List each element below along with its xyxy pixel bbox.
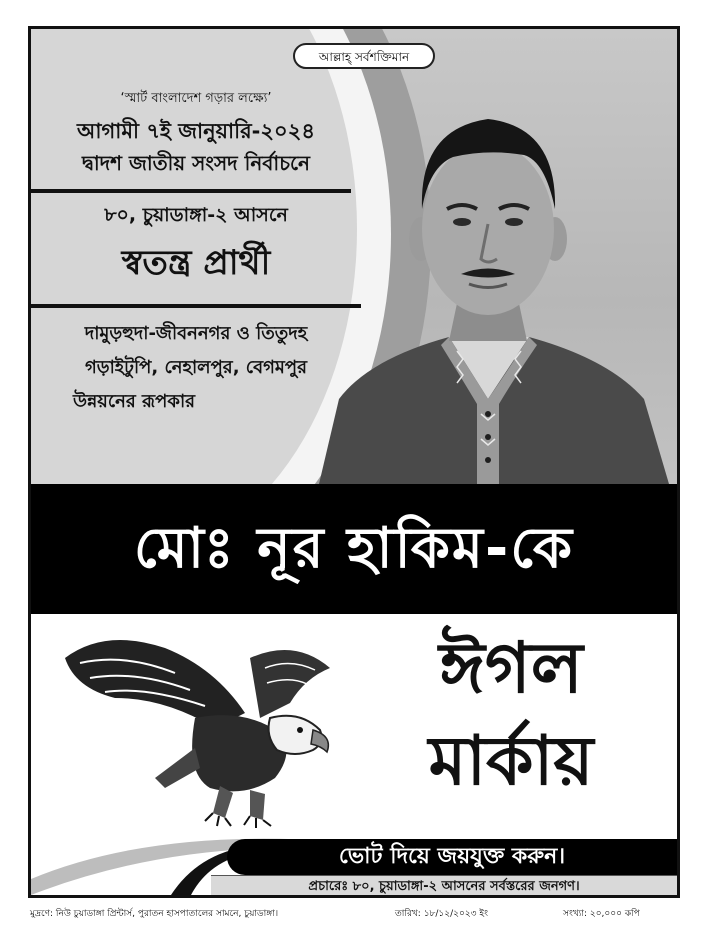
area-text-3: উন্নয়নের রূপকার [73,391,196,412]
candidate-name: মোঃ নূর হাকিম-কে [133,516,575,581]
election-name-text: দ্বাদশ জাতীয় সংসদ নির্বাচনে [81,151,310,175]
area-text-2: গড়াইটুপি, নেহালপুর, বেগমপুর [84,357,308,378]
vote-call-band: ভোট দিয়ে জয়যুক্ত করুন। [227,839,677,875]
allah-badge: আল্লাহ্‌ সর্বশক্তিমান [293,43,435,69]
printer-credit: মুদ্রণে: নিউ চুয়াডাঙ্গা প্রিন্টার্স, পুরাতন হাসপাতালের সামনে, চুয়াডাঙ্গা। [30,909,279,919]
candidate-name-band [31,484,677,614]
candidacy-text: স্বতন্ত্র প্রার্থী [121,243,271,283]
eagle-icon [45,618,345,828]
symbol-name-line1: ঈগল [439,627,583,709]
election-poster [28,26,680,898]
print-date: তারিখ: ১৮/১২/২০২৩ ইং [395,909,488,919]
print-copies: সংখ্যা: ২০,০০০ কপি [563,909,640,919]
slogan-text: ‘স্মার্ট বাংলাদেশ গড়ার লক্ষ্যে’ [120,91,272,106]
area-text-1: দামুড়হুদা-জীবননগর ও তিতুদহ [84,323,308,344]
election-date-text: আগামী ৭ই জানুয়ারি-২০২৪ [77,119,315,143]
campaign-credit: প্রচারেঃ ৮০, চুয়াডাঙ্গা-২ আসনের সর্বস্তরের জনগণ। [211,875,677,898]
top-section [31,29,677,484]
divider-line [31,304,361,308]
divider-line [31,189,351,193]
symbol-name-line2: মার্কায় [428,722,594,801]
seat-text: ৮০, চুয়াডাঙ্গা-২ আসনে [104,204,288,226]
symbol-area [31,614,677,834]
